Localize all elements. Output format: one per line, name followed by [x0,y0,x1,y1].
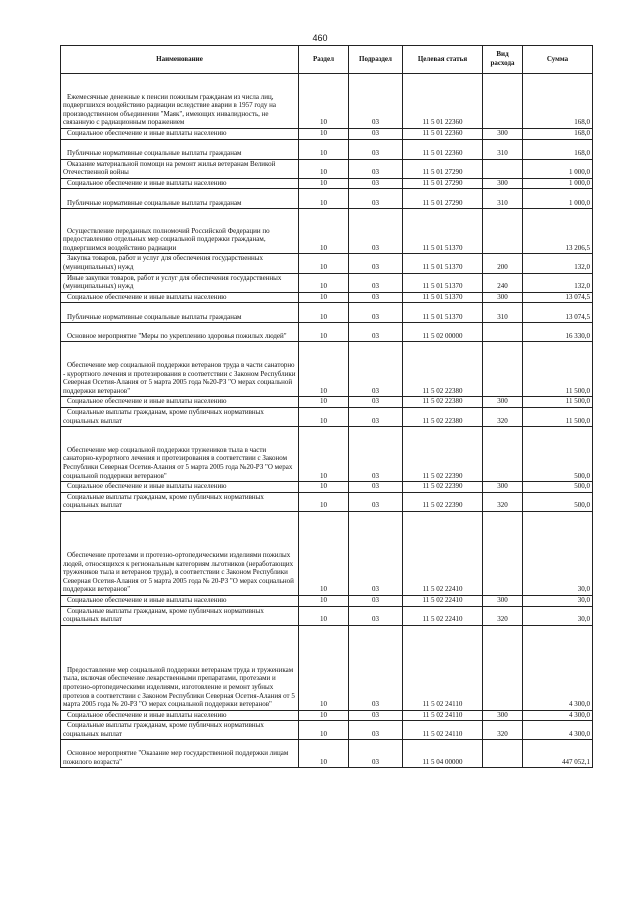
row-target: 11 5 01 27290 [403,178,483,189]
row-target: 11 5 01 51370 [403,209,483,254]
header-subsection: Подраздел [349,46,403,74]
row-subsection: 03 [349,323,403,342]
row-subsection: 03 [349,606,403,625]
row-sum: 30,0 [523,595,593,606]
row-sum: 11 500,0 [523,407,593,426]
row-name: Иные закупки товаров, работ и услуг для обеспечения государственных (муниципальных) нужд [61,273,299,292]
row-section: 10 [299,292,349,303]
row-target: 11 5 02 24110 [403,625,483,710]
row-sum: 500,0 [523,492,593,511]
row-section: 10 [299,129,349,140]
row-sum: 447 052,1 [523,740,593,768]
table-row [61,323,593,342]
row-kind: 320 [483,721,523,740]
row-kind [483,342,523,397]
row-subsection: 03 [349,74,403,129]
row-name: Оказание материальной помощи на ремонт жилья ветеранам Великой Отечественной войны [61,159,299,178]
row-section: 10 [299,710,349,721]
row-subsection: 03 [349,159,403,178]
row-sum: 11 500,0 [523,342,593,397]
row-kind [483,74,523,129]
row-section: 10 [299,209,349,254]
row-kind [483,511,523,595]
row-subsection: 03 [349,407,403,426]
row-subsection: 03 [349,397,403,408]
row-target: 11 5 02 22410 [403,595,483,606]
row-name: Публичные нормативные социальные выплаты гражданам [61,189,299,209]
row-section: 10 [299,625,349,710]
table-row [61,721,593,740]
table-row [61,292,593,303]
row-name: Закупка товаров, работ и услуг для обеспечения государственных (муниципальных) нужд [61,254,299,273]
table-row [61,625,593,710]
row-subsection: 03 [349,292,403,303]
row-target: 11 5 01 27290 [403,159,483,178]
row-target: 11 5 01 22360 [403,74,483,129]
row-kind [483,427,523,482]
row-name: Публичные нормативные социальные выплаты гражданам [61,139,299,159]
row-target: 11 5 02 22380 [403,407,483,426]
row-kind [483,159,523,178]
row-target: 11 5 02 22410 [403,511,483,595]
row-sum: 168,0 [523,139,593,159]
row-section: 10 [299,323,349,342]
row-target: 11 5 01 22360 [403,129,483,140]
row-name: Социальное обеспечение и иные выплаты населению [61,292,299,303]
row-name: Обеспечение мер социальной поддержки тружеников тыла в части санаторно-курортного лечения и протезирования в соответствии с Законом Республики Северная Осетия-Алания от 5 марта 2005 года №20-РЗ "О мерах социальной поддержки ветеранов" [61,427,299,482]
row-kind: 200 [483,254,523,273]
row-kind [483,323,523,342]
row-name: Социальные выплаты гражданам, кроме публичных нормативных социальных выплат [61,492,299,511]
row-sum: 4 300,0 [523,625,593,710]
row-kind: 300 [483,595,523,606]
row-name: Социальные выплаты гражданам, кроме публичных нормативных социальных выплат [61,606,299,625]
table-body [61,74,593,768]
row-section: 10 [299,511,349,595]
row-section: 10 [299,74,349,129]
row-subsection: 03 [349,625,403,710]
table-row [61,254,593,273]
row-sum: 13 206,5 [523,209,593,254]
row-section: 10 [299,721,349,740]
table-row [61,482,593,493]
row-sum: 500,0 [523,482,593,493]
row-name: Социальные выплаты гражданам, кроме публичных нормативных социальных выплат [61,721,299,740]
row-sum: 4 300,0 [523,710,593,721]
row-kind: 310 [483,189,523,209]
row-sum: 132,0 [523,273,593,292]
row-subsection: 03 [349,595,403,606]
row-kind [483,740,523,768]
row-target: 11 5 02 24110 [403,710,483,721]
row-name: Обеспечение протезами и протезно-ортопедическими изделиями пожилых людей, относящихся к региональным категориям льготников (неработающих тружеников тыла и ветеранов труда), в соответствии с Законом Республики Северная Осетия-Алания от 5 марта 2005 года № 20-РЗ "О мерах социальной поддержки ветеранов" [61,511,299,595]
row-section: 10 [299,595,349,606]
row-sum: 13 074,5 [523,303,593,323]
row-subsection: 03 [349,427,403,482]
page-number: 460 [312,33,328,43]
table-row [61,492,593,511]
row-kind: 300 [483,178,523,189]
row-subsection: 03 [349,189,403,209]
row-section: 10 [299,254,349,273]
row-section: 10 [299,342,349,397]
row-kind: 320 [483,492,523,511]
row-target: 11 5 02 24110 [403,721,483,740]
row-name: Основное мероприятие "Меры по укреплению здоровья пожилых людей" [61,323,299,342]
row-section: 10 [299,303,349,323]
row-section: 10 [299,740,349,768]
table-row [61,595,593,606]
row-kind: 300 [483,397,523,408]
row-subsection: 03 [349,303,403,323]
row-name: Социальные выплаты гражданам, кроме публичных нормативных социальных выплат [61,407,299,426]
row-sum: 11 500,0 [523,397,593,408]
row-target: 11 5 04 00000 [403,740,483,768]
row-sum: 13 074,5 [523,292,593,303]
row-kind: 320 [483,606,523,625]
row-subsection: 03 [349,139,403,159]
row-subsection: 03 [349,129,403,140]
table-row [61,178,593,189]
row-sum: 168,0 [523,74,593,129]
row-section: 10 [299,606,349,625]
row-sum: 1 000,0 [523,189,593,209]
table-row [61,710,593,721]
table-row [61,139,593,159]
row-subsection: 03 [349,721,403,740]
row-section: 10 [299,273,349,292]
row-subsection: 03 [349,482,403,493]
table-row [61,159,593,178]
row-sum: 132,0 [523,254,593,273]
row-sum: 4 300,0 [523,721,593,740]
table-row [61,606,593,625]
row-section: 10 [299,407,349,426]
row-section: 10 [299,482,349,493]
row-name: Публичные нормативные социальные выплаты гражданам [61,303,299,323]
table-row [61,342,593,397]
row-target: 11 5 01 51370 [403,254,483,273]
row-name: Основное мероприятие "Оказание мер государственной поддержки лицам пожилого возраста" [61,740,299,768]
row-name: Социальное обеспечение и иные выплаты населению [61,178,299,189]
header-target: Целевая статья [403,46,483,74]
row-section: 10 [299,492,349,511]
header-name: Наименование [61,46,299,74]
row-kind: 300 [483,292,523,303]
row-sum: 16 330,0 [523,323,593,342]
row-subsection: 03 [349,254,403,273]
table-row [61,427,593,482]
table-row [61,407,593,426]
table-row [61,303,593,323]
table-header-row [61,46,593,74]
row-section: 10 [299,178,349,189]
row-target: 11 5 02 22380 [403,342,483,397]
row-target: 11 5 01 27290 [403,189,483,209]
row-section: 10 [299,139,349,159]
row-sum: 1 000,0 [523,178,593,189]
table-row [61,189,593,209]
row-sum: 168,0 [523,129,593,140]
header-sum: Сумма [523,46,593,74]
row-name: Социальное обеспечение и иные выплаты населению [61,482,299,493]
row-section: 10 [299,397,349,408]
row-name: Социальное обеспечение и иные выплаты населению [61,710,299,721]
row-subsection: 03 [349,273,403,292]
row-subsection: 03 [349,178,403,189]
table-row [61,129,593,140]
row-name: Социальное обеспечение и иные выплаты населению [61,129,299,140]
row-name: Социальное обеспечение и иные выплаты населению [61,397,299,408]
table-row [61,740,593,768]
row-subsection: 03 [349,492,403,511]
row-subsection: 03 [349,710,403,721]
header-section: Раздел [299,46,349,74]
row-kind: 310 [483,303,523,323]
table-row [61,511,593,595]
row-target: 11 5 02 22390 [403,492,483,511]
row-kind: 310 [483,139,523,159]
budget-table [60,45,593,768]
header-kind: Вид расхода [483,46,523,74]
row-target: 11 5 01 51370 [403,292,483,303]
row-name: Социальное обеспечение и иные выплаты населению [61,595,299,606]
row-target: 11 5 02 22380 [403,397,483,408]
row-sum: 1 000,0 [523,159,593,178]
row-target: 11 5 02 22410 [403,606,483,625]
row-target: 11 5 01 51370 [403,303,483,323]
row-target: 11 5 01 22360 [403,139,483,159]
table-row [61,397,593,408]
row-kind: 240 [483,273,523,292]
row-sum: 30,0 [523,606,593,625]
row-subsection: 03 [349,740,403,768]
row-name: Предоставление мер социальной поддержки ветеранам труда и труженикам тыла, включая обеспечение лекарственными препаратами, протезами и протезно-ортопедическими изделиями, изготовление и ремонт зубных протезов в соответствии с Законом Республики Северная Осетия-Алания от 5 марта 2005 года № 20-РЗ "О мерах социальной поддержки ветеранов" [61,625,299,710]
row-kind [483,209,523,254]
row-name: Ежемесячные денежные к пенсии пожилым гражданам из числа лиц, подвергшихся воздействию радиации вследствие аварии в 1957 году на производственном объединении "Маяк", имеющих инвалидность, не связанную с радиационным поражением [61,74,299,129]
row-sum: 500,0 [523,427,593,482]
row-section: 10 [299,427,349,482]
row-kind: 300 [483,129,523,140]
row-subsection: 03 [349,209,403,254]
row-sum: 30,0 [523,511,593,595]
row-kind: 300 [483,710,523,721]
row-target: 11 5 02 22390 [403,427,483,482]
table-row [61,273,593,292]
row-kind [483,625,523,710]
row-section: 10 [299,159,349,178]
row-target: 11 5 02 00000 [403,323,483,342]
row-name: Обеспечение мер социальной поддержки ветеранов труда в части санаторно - курортного лечения и протезирования в соответствии с Законом Республики Северная Осетия-Алания от 5 марта 2005 года №20-РЗ "О мерах социальной поддержки ветеранов" [61,342,299,397]
row-target: 11 5 02 22390 [403,482,483,493]
row-target: 11 5 01 51370 [403,273,483,292]
row-kind: 300 [483,482,523,493]
table-row [61,74,593,129]
row-subsection: 03 [349,342,403,397]
row-name: Осуществление переданных полномочий Российской Федерации по предоставлению отдельных мер социальной поддержки гражданам, подвергшимся воздействию радиации [61,209,299,254]
row-kind: 320 [483,407,523,426]
row-section: 10 [299,189,349,209]
row-subsection: 03 [349,511,403,595]
table-row [61,209,593,254]
